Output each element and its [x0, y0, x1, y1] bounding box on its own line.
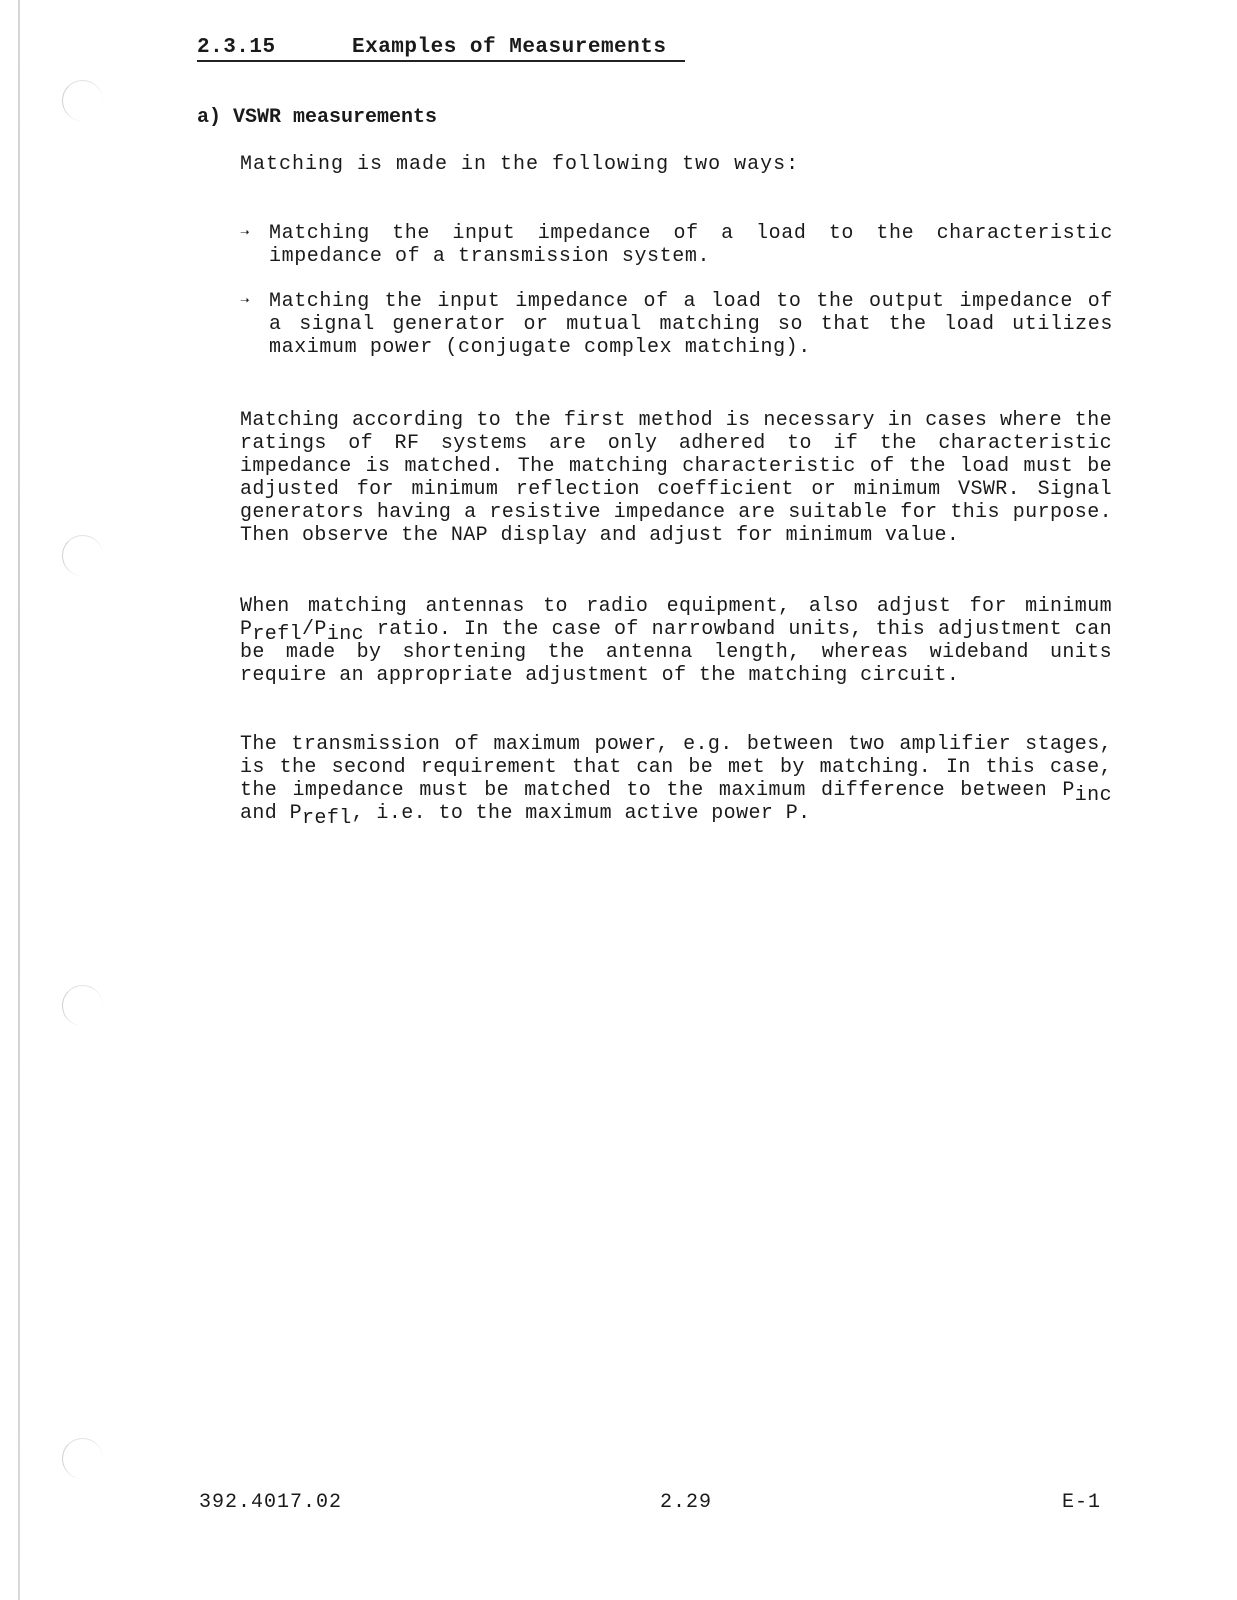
footer-doc-number: 392.4017.02 [199, 1491, 343, 1514]
paragraph-text: ratio. In the case of narrowband units, this adjustment can be made by shortening the antenna length, whereas wideband units require an appropriate adjustment of the matching circuit. [240, 618, 1112, 687]
footer-page-number: 2.29 [660, 1491, 713, 1514]
list-item [240, 222, 1113, 268]
bullet-list [240, 222, 1113, 381]
power-symbol: P [314, 618, 327, 641]
power-symbol: P [1062, 779, 1075, 802]
subscript: refl [252, 623, 303, 646]
punch-hole [62, 535, 103, 576]
punch-hole [62, 1438, 103, 1479]
arrow-right-icon: ➝ [240, 293, 251, 311]
section-heading [197, 36, 685, 62]
bullet-text: Matching the input impedance of a load to the characteristic impedance of a transmission system. [269, 222, 1113, 268]
punch-hole [62, 80, 103, 121]
section-number: 2.3.15 [197, 36, 276, 59]
punch-hole [62, 985, 103, 1026]
paragraph-text: When matching antennas to radio equipment, also adjust for minimum [240, 595, 1112, 618]
subscript: refl [302, 807, 352, 830]
subsection-heading: a) VSWR measurements [197, 106, 438, 129]
section-title: Examples of Measurements [352, 36, 667, 59]
paragraph-text: , i.e. to the maximum active power P. [351, 802, 811, 825]
ratio-separator: / [302, 618, 315, 641]
paragraph-max-power [240, 733, 1112, 830]
bullet-text: Matching the input impedance of a load to the output impedance of a signal generator or mutual matching so that the load utilizes maximum power (conjugate complex matching). [269, 290, 1113, 359]
footer-edition: E-1 [1062, 1491, 1102, 1514]
list-item [240, 290, 1113, 359]
power-symbol: P [289, 802, 303, 825]
paragraph-antennas [240, 595, 1112, 687]
subscript: inc [1074, 784, 1112, 807]
arrow-right-icon: ➝ [240, 225, 251, 243]
power-symbol: P [240, 618, 253, 641]
paragraph-text: and [240, 802, 290, 825]
paragraph-first-method: Matching according to the first method is necessary in cases where the ratings of RF systems are only adhered to if the characteristic impedance is matched. The matching characteristic of the load must be adjusted for minimum reflection coefficient or minimum VSWR. Signal generators having a resistive impedance are suitable for this purpose. Then observe the NAP display and adjust for minimum value. [240, 409, 1112, 547]
paragraph-text: The transmission of maximum power, e.g. between two amplifier stages, is the second requirement that can be met by matching. In this case, the impedance must be matched to the maximum difference between [240, 733, 1112, 802]
subscript: inc [326, 623, 365, 646]
intro-text: Matching is made in the following two ways: [240, 153, 800, 176]
binding-edge [18, 0, 20, 1600]
